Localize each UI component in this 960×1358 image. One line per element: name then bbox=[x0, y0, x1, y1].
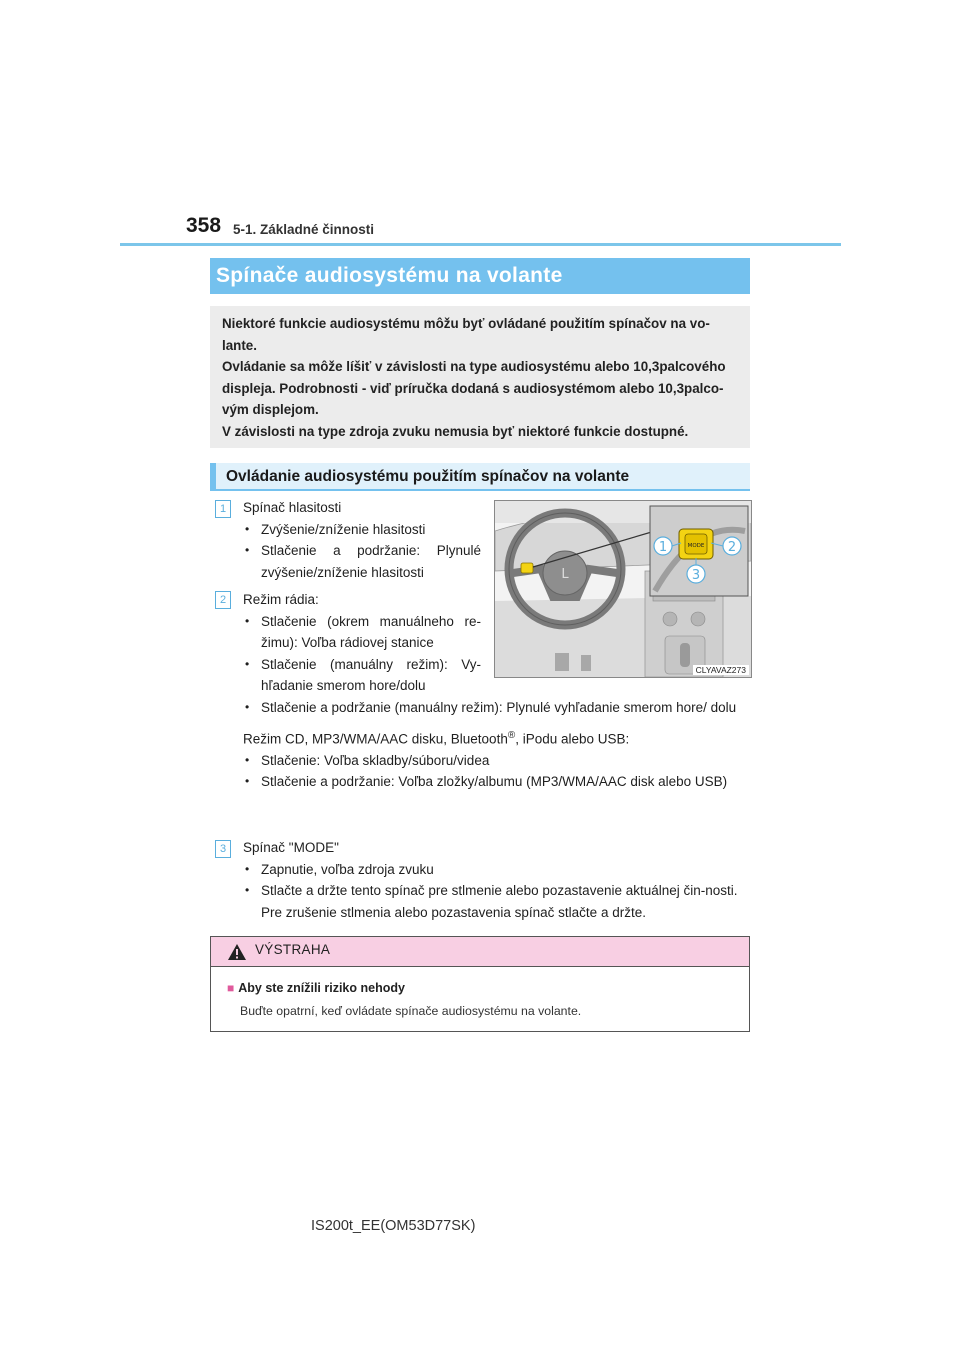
item-title: Spínač hlasitosti bbox=[243, 500, 342, 515]
warning-header bbox=[211, 937, 749, 967]
svg-text:L: L bbox=[561, 567, 569, 582]
bullet: • Stlačenie a podržanie: Voľba zložky/albumu (MP3/WMA/AAC disk alebo USB) bbox=[243, 771, 750, 793]
section-title: Spínače audiosystému na volante bbox=[210, 258, 750, 294]
dashboard-drawing bbox=[495, 501, 751, 677]
media-title-suffix: , iPodu alebo USB: bbox=[515, 731, 630, 746]
intro-box bbox=[210, 306, 750, 448]
warning-triangle-icon bbox=[227, 943, 247, 961]
warning-label: VÝSTRAHA bbox=[255, 942, 331, 957]
header-rule bbox=[120, 243, 841, 246]
intro-paragraph: Niektoré funkcie audiosystému môžu byť ovládané použitím spínačov na vo-lante. bbox=[222, 316, 710, 353]
bullet: • Stlačenie a podržanie: Plynulé zvýšenie/zníženie hlasitosti bbox=[243, 540, 481, 583]
marker-2: 2 bbox=[215, 591, 231, 609]
bullet: • Stlačenie a podržanie (manuálny režim): Plynulé vyhľadanie smerom hore/ dolu bbox=[243, 697, 750, 719]
bullet: • Stlačenie: Voľba skladby/súboru/videa bbox=[243, 750, 750, 772]
media-title-prefix: Režim CD, MP3/WMA/AAC disku, Bluetooth bbox=[243, 731, 508, 746]
callout-2: 2 bbox=[727, 540, 737, 555]
square-bullet-icon: ■ bbox=[227, 981, 235, 995]
item-title: Spínač "MODE" bbox=[243, 840, 339, 855]
item-radio bbox=[243, 589, 481, 697]
warning-text: Buďte opatrní, keď ovládate spínače audiosystému na volante. bbox=[240, 1004, 582, 1018]
item-volume bbox=[243, 497, 481, 583]
bullet: • Zapnutie, voľba zdroja zvuku bbox=[243, 859, 750, 881]
page-number: 358 bbox=[186, 214, 222, 237]
warning-box bbox=[210, 936, 750, 1032]
media-title bbox=[243, 725, 750, 750]
bullet: • Stlačte a držte tento spínač pre stlmenie alebo pozastavenie aktuálnej čin-nosti. Pre zrušenie stlmenia alebo pozastavenia spínač stlačte a držte. bbox=[243, 880, 750, 923]
bullet: • Stlačenie (okrem manuálneho re-žimu): Voľba rádiovej stanice bbox=[243, 611, 481, 654]
warning-title bbox=[227, 981, 405, 995]
mode-label: MODE bbox=[687, 543, 705, 549]
intro-paragraph: V závislosti na type zdroja zvuku nemusia byť niektoré funkcie dostupné. bbox=[222, 423, 689, 439]
illustration-code: CLYAVAZ273 bbox=[693, 665, 749, 675]
marker-3: 3 bbox=[215, 840, 231, 858]
item-mode bbox=[243, 837, 750, 923]
item-radio-continued bbox=[243, 697, 750, 793]
intro-paragraph: Ovládanie sa môže líšiť v závislosti na type audiosystému alebo 10,3palcového displeja. Podrobnosti - viď príručka dodaná s audiosystémom alebo 10,3palco-vým displejom. bbox=[222, 359, 726, 417]
bullet: • Zvýšenie/zníženie hlasitosti bbox=[243, 519, 481, 541]
chapter-title: 5-1. Základné činnosti bbox=[233, 222, 375, 237]
callout-3: 3 bbox=[691, 568, 701, 583]
item-title: Režim rádia: bbox=[243, 592, 319, 607]
warning-title-text: Aby ste znížili riziko nehody bbox=[238, 981, 405, 995]
steering-wheel-illustration bbox=[494, 500, 752, 678]
subsection-title: Ovládanie audiosystému použitím spínačov na volante bbox=[210, 463, 750, 491]
footer-code: IS200t_EE(OM53D77SK) bbox=[311, 1218, 476, 1234]
marker-1: 1 bbox=[215, 500, 231, 518]
bullet: • Stlačenie (manuálny režim): Vy-hľadanie smerom hore/dolu bbox=[243, 654, 481, 697]
registered-mark: ® bbox=[507, 729, 516, 741]
callout-1: 1 bbox=[658, 540, 668, 555]
